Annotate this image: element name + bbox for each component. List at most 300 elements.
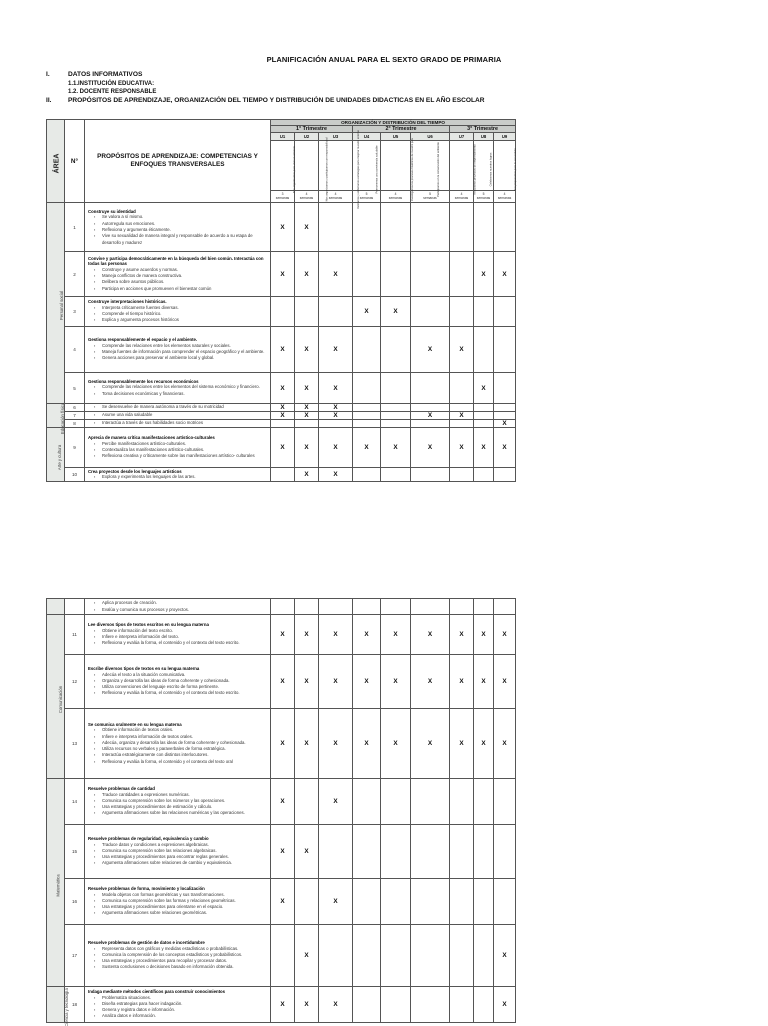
competency-description xyxy=(85,373,271,404)
area-label xyxy=(47,428,65,482)
unit-mark-cell xyxy=(494,297,516,327)
unit-mark-cell xyxy=(411,825,450,879)
unit-mark-cell xyxy=(381,203,411,252)
info-text: 1.2. DOCENTE RESPONSABLE xyxy=(68,89,157,96)
unit-mark-cell xyxy=(381,779,411,825)
unit-mark-cell xyxy=(319,825,353,879)
trimester-1-header: 1° Trimestre xyxy=(271,126,353,133)
unit-mark-cell xyxy=(494,203,516,252)
unit-mark-cell: X xyxy=(494,428,516,468)
unit-mark-cell: X xyxy=(381,655,411,709)
competency-description xyxy=(85,779,271,825)
unit-mark-cell xyxy=(450,825,474,879)
unit-mark-cell xyxy=(353,825,381,879)
competency-number: 13 xyxy=(65,709,85,779)
competency-number: 11 xyxy=(65,615,85,655)
competency-row xyxy=(47,987,516,1023)
capacity-item: ▪ Reflexiona y evalúa la forma, el contenido y el contexto del texto escrito. xyxy=(88,690,268,696)
capacity-item: ▪ Reflexiona y argumenta éticamente. xyxy=(88,227,268,233)
weeks-label: semanas xyxy=(328,195,343,200)
trimester-3-header: 3° Trimestre xyxy=(450,126,516,133)
unit-mark-cell xyxy=(381,404,411,412)
unit-mark-cell: X xyxy=(295,327,319,373)
unit-mark-cell xyxy=(494,825,516,879)
unit-mark-cell xyxy=(494,599,516,615)
unit-mark-cell: X xyxy=(271,373,295,404)
capacity-item: ▪ Interactúa a través de sus habilidades socio motrices xyxy=(88,420,268,426)
unit-mark-cell: X xyxy=(411,655,450,709)
capacity-item: ▪ Aplica procesos de creación. xyxy=(88,600,268,606)
capacity-item: ▪ Comunica su comprensión sobre las formas y relaciones geométricas. xyxy=(88,898,268,904)
capacity-item: ▪ Adecúa, organiza y desarrolla las ideas de forma coherente y cohesionada. xyxy=(88,740,268,746)
competency-number: 1 xyxy=(65,203,85,252)
info-text: 1.1.INSTITUCIÓN EDUCATIVA: xyxy=(68,80,155,87)
unit-mark-cell: X xyxy=(450,327,474,373)
unit-mark-cell: X xyxy=(319,779,353,825)
unit-weeks xyxy=(381,191,411,203)
area-label-text: Matemática xyxy=(55,873,61,897)
unit-mark-cell: X xyxy=(474,709,494,779)
unit-mark-cell xyxy=(271,599,295,615)
area-header: ÁREA xyxy=(47,120,65,203)
competency-title: Resuelve problemas de forma, movimiento y localización xyxy=(88,886,205,892)
capacity-item: ▪ Evalúa y comunica sus procesos y proyectos. xyxy=(88,607,268,613)
unit-description-text: Participamos en la conservación del ambiente xyxy=(436,141,440,197)
weeks-count: 4 xyxy=(334,191,337,196)
unit-mark-cell: X xyxy=(474,373,494,404)
capacity-item: ▪ Organiza y desarrolla las ideas de forma coherente y cohesionada. xyxy=(88,678,268,684)
capacity-item: ▪ Construye y asume acuerdos y normas. xyxy=(88,267,268,273)
unit-mark-cell xyxy=(474,203,494,252)
unit-weeks xyxy=(295,191,319,203)
competency-description xyxy=(85,420,271,428)
unit-mark-cell: X xyxy=(474,615,494,655)
competency-number: 3 xyxy=(65,297,85,327)
unit-mark-cell xyxy=(353,252,381,297)
unit-description-text: Promovemos una convivencia saludable xyxy=(375,144,379,194)
unit-header: U7 xyxy=(450,133,474,141)
unit-mark-cell xyxy=(474,925,494,987)
unit-mark-cell: X xyxy=(474,428,494,468)
competency-row xyxy=(47,655,516,709)
capacity-item: ▪ Se valora a sí mismo. xyxy=(88,214,268,220)
capacity-item: ▪ Comprende el tiempo histórico. xyxy=(88,311,268,317)
competency-row xyxy=(47,373,516,404)
weeks-count: 4 xyxy=(503,191,506,196)
unit-mark-cell: X xyxy=(494,420,516,428)
competency-number: 16 xyxy=(65,879,85,925)
unit-description xyxy=(271,141,295,191)
competency-title: Gestiona responsablemente el espacio y el ambiente. xyxy=(88,337,198,343)
unit-mark-cell xyxy=(353,420,381,428)
unit-header: U2 xyxy=(295,133,319,141)
unit-mark-cell: X xyxy=(319,404,353,412)
capacity-item: ▪ Infiere e interpreta información de textos orales. xyxy=(88,734,268,740)
weeks-count: 4 xyxy=(394,191,397,196)
area-label xyxy=(47,987,69,1026)
competency-row xyxy=(47,428,516,468)
unit-mark-cell: X xyxy=(295,412,319,420)
unit-mark-cell: X xyxy=(474,252,494,297)
competency-description xyxy=(85,655,271,709)
unit-mark-cell: X xyxy=(474,655,494,709)
unit-mark-cell xyxy=(381,925,411,987)
competency-title: Resuelve problemas de regularidad, equivalencia y cambio xyxy=(88,836,209,842)
competency-row xyxy=(47,404,516,412)
unit-mark-cell: X xyxy=(494,615,516,655)
unit-mark-cell xyxy=(271,468,295,482)
unit-mark-cell: X xyxy=(319,412,353,420)
unit-mark-cell xyxy=(353,925,381,987)
unit-mark-cell xyxy=(381,420,411,428)
competency-row xyxy=(47,203,516,252)
unit-mark-cell xyxy=(353,987,381,1023)
capacity-item: ▪ Explica y argumenta procesos históricos xyxy=(88,317,268,323)
capacity-item: ▪ Reflexiona y evalúa la forma, el contenido y el contexto del texto oral xyxy=(88,759,268,765)
unit-mark-cell: X xyxy=(450,412,474,420)
unit-mark-cell: X xyxy=(381,297,411,327)
capacity-item: ▪ Traduce datos y condiciones a expresiones algebraicas. xyxy=(88,842,268,848)
capacity-item: ▪ Argumenta afirmaciones sobre relaciones de cambio y equivalencia. xyxy=(88,860,268,866)
capacity-item: ▪ Autorregula sus emociones. xyxy=(88,221,268,227)
unit-mark-cell xyxy=(381,599,411,615)
unit-header: U4 xyxy=(353,133,381,141)
unit-mark-cell: X xyxy=(295,428,319,468)
weeks-count: 5 xyxy=(482,191,485,196)
unit-mark-cell xyxy=(450,297,474,327)
area-label xyxy=(47,599,65,615)
unit-header: U9 xyxy=(494,133,516,141)
area-label-text: Arte y cultura xyxy=(57,444,63,470)
unit-mark-cell: X xyxy=(295,825,319,879)
competency-title: Convive y participa democráticamente en la búsqueda del bien común. Interactúa con todas las personas xyxy=(88,256,264,267)
competency-number: 15 xyxy=(65,825,85,879)
unit-mark-cell: X xyxy=(271,655,295,709)
unit-mark-cell xyxy=(271,420,295,428)
unit-mark-cell xyxy=(411,420,450,428)
unit-mark-cell xyxy=(353,468,381,482)
unit-mark-cell xyxy=(474,599,494,615)
competency-description xyxy=(85,252,271,297)
unit-description xyxy=(411,141,450,197)
capacity-item: ▪ Genera acciones para preservar el ambiente local y global. xyxy=(88,355,268,361)
competency-title: Construye su identidad xyxy=(88,209,136,215)
unit-mark-cell xyxy=(474,420,494,428)
unit-mark-cell: X xyxy=(271,203,295,252)
competency-description xyxy=(85,825,271,879)
organization-header: ORGANIZACIÓN Y DISTRIBUCIÓN DEL TIEMPO xyxy=(271,120,516,126)
area-label xyxy=(47,203,65,404)
competency-title: Crea proyectos desde los lenguajes artísticos xyxy=(88,468,182,474)
unit-mark-cell: X xyxy=(295,404,319,412)
capacity-item: ▪ Usa estrategias y procedimientos de estimación y cálculo. xyxy=(88,804,268,810)
weeks-label: semanas xyxy=(299,195,314,200)
unit-mark-cell: X xyxy=(319,327,353,373)
unit-mark-cell: X xyxy=(295,373,319,404)
number-header: N° xyxy=(65,120,85,203)
unit-weeks xyxy=(450,191,474,203)
competency-title: Escribe diversos tipos de textos en su lengua materna xyxy=(88,666,200,672)
competency-row xyxy=(47,297,516,327)
capacity-item: ▪ Explora y experimenta los lenguajes de las artes. xyxy=(88,474,268,480)
unit-mark-cell xyxy=(494,404,516,412)
capacity-item: ▪ Modela objetos con formas geométricas y sus transformaciones. xyxy=(88,892,268,898)
capacity-item: ▪ Genera y registra datos e información. xyxy=(88,1007,268,1013)
unit-mark-cell: X xyxy=(295,655,319,709)
competency-row xyxy=(47,252,516,297)
unit-mark-cell xyxy=(411,373,450,404)
trimester-2-header: 2° Trimestre xyxy=(353,126,450,133)
purposes-header: PROPÓSITOS DE APRENDIZAJE: COMPETENCIAS Y ENFOQUES TRANSVERSALES xyxy=(85,120,271,203)
unit-mark-cell xyxy=(411,879,450,925)
unit-mark-cell: X xyxy=(319,655,353,709)
unit-mark-cell xyxy=(450,779,474,825)
unit-mark-cell xyxy=(319,297,353,327)
weeks-label: semanas xyxy=(454,195,469,200)
unit-mark-cell xyxy=(474,879,494,925)
unit-mark-cell xyxy=(411,599,450,615)
unit-mark-cell xyxy=(353,599,381,615)
unit-mark-cell xyxy=(494,468,516,482)
competency-description xyxy=(85,297,271,327)
capacity-item: ▪ Utiliza recursos no verbales y paraverbales de forma estratégica. xyxy=(88,746,268,752)
unit-mark-cell: X xyxy=(271,327,295,373)
area-label xyxy=(47,615,65,779)
competency-description xyxy=(85,468,271,482)
unit-mark-cell: X xyxy=(319,428,353,468)
area-label-text: Personal social xyxy=(59,290,65,321)
unit-mark-cell: X xyxy=(353,709,381,779)
unit-mark-cell: X xyxy=(381,709,411,779)
unit-mark-cell xyxy=(353,373,381,404)
unit-mark-cell: X xyxy=(295,203,319,252)
unit-description-text: Valoramos y elaboramos estrategias para mejorar nuestro entorno xyxy=(356,129,360,209)
capacity-item: ▪ Delibera sobre asuntos públicos. xyxy=(88,279,268,285)
unit-mark-cell: X xyxy=(295,709,319,779)
unit-mark-cell: X xyxy=(494,709,516,779)
competency-number: 4 xyxy=(65,327,85,373)
capacity-item: ▪ Argumenta afirmaciones sobre las relaciones numéricas y las operaciones. xyxy=(88,810,268,816)
info-text: DATOS INFORMATIVOS xyxy=(68,71,143,78)
weeks-label: semanas xyxy=(275,195,290,200)
unit-header: U3 xyxy=(319,133,353,141)
unit-mark-cell xyxy=(411,404,450,412)
capacity-item: ▪ Diseña estrategias para hacer indagación. xyxy=(88,1001,268,1007)
area-label xyxy=(47,779,65,987)
competency-title: Resuelve problemas de gestión de datos e incertidumbre xyxy=(88,940,205,946)
unit-mark-cell: X xyxy=(353,615,381,655)
capacity-item: ▪ Usa estrategias y procedimientos para encontrar reglas generales. xyxy=(88,854,268,860)
capacity-item: ▪ Argumenta afirmaciones sobre relaciones geométricas. xyxy=(88,910,268,916)
unit-mark-cell: X xyxy=(353,655,381,709)
unit-mark-cell xyxy=(450,373,474,404)
unit-header: U1 xyxy=(271,133,295,141)
competency-description xyxy=(85,203,271,252)
capacity-item: ▪ Sustenta conclusiones o decisiones basado en información obtenida. xyxy=(88,964,268,970)
competency-number: 14 xyxy=(65,779,85,825)
unit-mark-cell: X xyxy=(271,987,295,1023)
planning-table-page-2 xyxy=(46,598,516,1026)
weeks-count: 4 xyxy=(460,191,463,196)
planning-table-page-1 xyxy=(46,119,516,482)
competency-number: 17 xyxy=(65,925,85,987)
unit-mark-cell: X xyxy=(271,428,295,468)
competency-title: Gestiona responsablemente los recursos económicos xyxy=(88,379,199,385)
capacity-item: ▪ Utiliza convenciones del lenguaje escrito de forma pertinente. xyxy=(88,684,268,690)
competency-number: 8 xyxy=(65,420,85,428)
competency-title: Se comunica oralmente en su lengua materna xyxy=(88,721,182,727)
unit-mark-cell: X xyxy=(319,373,353,404)
capacity-item: ▪ Usa estrategias y procedimientos para orientarse en el espacio. xyxy=(88,904,268,910)
unit-mark-cell xyxy=(319,925,353,987)
weeks-label: semanas xyxy=(423,195,437,200)
capacity-item: ▪ Interpreta críticamente fuentes diversas. xyxy=(88,305,268,311)
unit-description-text: Nos organizamos y participamos con responsabilidad xyxy=(325,137,329,201)
unit-mark-cell xyxy=(381,373,411,404)
unit-mark-cell: X xyxy=(319,879,353,925)
unit-mark-cell: X xyxy=(494,925,516,987)
capacity-item: ▪ Interactúa estratégicamente con distintos interlocutores. xyxy=(88,752,268,758)
competency-row xyxy=(47,925,516,987)
unit-mark-cell xyxy=(411,925,450,987)
unit-mark-cell: X xyxy=(319,252,353,297)
unit-mark-cell xyxy=(450,203,474,252)
competency-number: 9 xyxy=(65,428,85,468)
unit-mark-cell xyxy=(411,779,450,825)
info-number: II. xyxy=(46,96,52,104)
unit-mark-cell xyxy=(353,879,381,925)
unit-mark-cell: X xyxy=(450,428,474,468)
capacity-item: ▪ Analiza datos e información. xyxy=(88,1013,268,1019)
unit-mark-cell xyxy=(271,925,295,987)
unit-mark-cell xyxy=(381,468,411,482)
unit-mark-cell xyxy=(295,879,319,925)
unit-description xyxy=(450,141,477,195)
unit-mark-cell: X xyxy=(381,615,411,655)
unit-mark-cell xyxy=(411,252,450,297)
competency-description xyxy=(85,987,271,1023)
unit-mark-cell xyxy=(411,987,450,1023)
competency-row xyxy=(47,825,516,879)
unit-mark-cell xyxy=(494,412,516,420)
competency-number: 12 xyxy=(65,655,85,709)
competency-description xyxy=(85,615,271,655)
unit-mark-cell xyxy=(381,987,411,1023)
capacity-item: ▪ Usa estrategias y procedimientos para recopilar y procesar datos. xyxy=(88,958,268,964)
area-label xyxy=(47,402,66,434)
capacity-item: ▪ Problematiza situaciones. xyxy=(88,995,268,1001)
unit-mark-cell: X xyxy=(295,468,319,482)
capacity-item: ▪ Obtiene información del texto escrito. xyxy=(88,628,268,634)
unit-mark-cell: X xyxy=(295,987,319,1023)
competency-number: 2 xyxy=(65,252,85,297)
unit-mark-cell: X xyxy=(450,655,474,709)
unit-mark-cell xyxy=(353,404,381,412)
unit-mark-cell xyxy=(381,327,411,373)
capacity-item: ▪ Comprende las relaciones entre los elementos del sistema económico y financiero. xyxy=(88,384,268,390)
weeks-count: 5 xyxy=(365,191,368,196)
unit-weeks xyxy=(271,191,295,203)
unit-description-text: Nos organizamos para vivir en armonía xyxy=(292,145,296,193)
unit-mark-cell xyxy=(494,327,516,373)
weeks-count: 4 xyxy=(305,191,308,196)
weeks-count: 3 xyxy=(281,191,284,196)
info-line xyxy=(46,71,485,80)
competency-number: 6 xyxy=(65,404,85,412)
info-line xyxy=(46,80,485,89)
competency-row xyxy=(47,420,516,428)
unit-mark-cell xyxy=(381,412,411,420)
unit-mark-cell: X xyxy=(271,615,295,655)
competency-row xyxy=(47,599,516,615)
area-label-text: Ciencia y tecnología xyxy=(63,987,69,1026)
info-block xyxy=(46,71,485,105)
unit-mark-cell: X xyxy=(295,252,319,297)
capacity-item: ▪ Representa datos con gráficos y medidas estadísticas o probabilísticas. xyxy=(88,946,268,952)
unit-mark-cell: X xyxy=(271,825,295,879)
competency-row xyxy=(47,879,516,925)
unit-mark-cell: X xyxy=(295,615,319,655)
weeks-label: semanas xyxy=(388,195,403,200)
unit-mark-cell: X xyxy=(319,987,353,1023)
unit-mark-cell: X xyxy=(295,925,319,987)
unit-weeks xyxy=(494,191,516,203)
competency-title: Resuelve problemas de cantidad xyxy=(88,786,155,792)
unit-mark-cell xyxy=(381,879,411,925)
info-line xyxy=(46,97,485,106)
unit-mark-cell xyxy=(494,373,516,404)
unit-mark-cell xyxy=(381,252,411,297)
unit-mark-cell xyxy=(381,825,411,879)
competency-number: 5 xyxy=(65,373,85,404)
unit-header: U6 xyxy=(411,133,450,141)
competency-number: 18 xyxy=(65,987,85,1023)
unit-description-text: Nos preparamos para la secundaria xyxy=(513,147,517,191)
unit-mark-cell: X xyxy=(450,615,474,655)
capacity-item: ▪ Reflexiona y evalúa la forma, el contenido y el contexto del texto escrito. xyxy=(88,640,268,646)
competency-description xyxy=(85,709,271,779)
weeks-label: semanas xyxy=(359,195,374,200)
unit-mark-cell xyxy=(450,468,474,482)
unit-mark-cell xyxy=(353,779,381,825)
competency-description xyxy=(85,599,271,615)
unit-mark-cell xyxy=(450,252,474,297)
unit-mark-cell: X xyxy=(494,987,516,1023)
unit-mark-cell: X xyxy=(271,404,295,412)
unit-mark-cell: X xyxy=(271,879,295,925)
unit-mark-cell xyxy=(474,404,494,412)
unit-mark-cell xyxy=(411,203,450,252)
competency-title: Aprecia de manera crítica manifestaciones artístico-culturales xyxy=(88,435,215,441)
competency-description xyxy=(85,925,271,987)
unit-mark-cell xyxy=(474,468,494,482)
competency-number: 10 xyxy=(65,468,85,482)
unit-mark-cell xyxy=(474,779,494,825)
unit-mark-cell: X xyxy=(353,297,381,327)
competency-number: 7 xyxy=(65,412,85,420)
area-label-text: Comunicación xyxy=(58,685,64,713)
unit-description xyxy=(494,141,516,191)
competency-row xyxy=(47,779,516,825)
unit-mark-cell xyxy=(295,599,319,615)
unit-header: U8 xyxy=(474,133,494,141)
unit-mark-cell: X xyxy=(319,615,353,655)
info-line xyxy=(46,88,485,97)
unit-mark-cell xyxy=(450,879,474,925)
unit-mark-cell xyxy=(319,420,353,428)
unit-mark-cell xyxy=(411,297,450,327)
unit-mark-cell: X xyxy=(494,252,516,297)
